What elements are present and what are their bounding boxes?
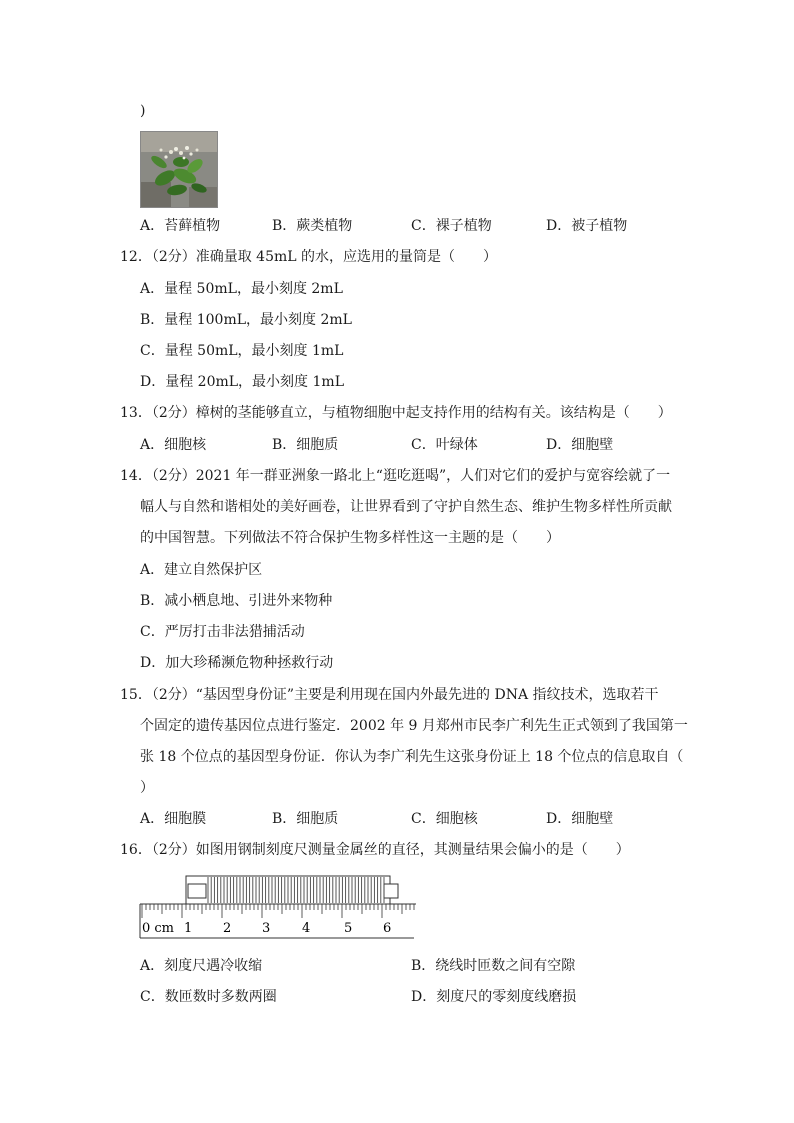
ruler-label-2: 2 (223, 921, 232, 936)
q12-option-a[interactable]: A．量程 50mL，最小刻度 2mL (140, 281, 343, 297)
q13-option-d[interactable]: D．细胞壁 (546, 437, 614, 453)
q15-option-d[interactable]: D．细胞壁 (546, 811, 614, 827)
q15-option-c[interactable]: C．细胞核 (411, 811, 478, 827)
ruler-label-1: 1 (184, 921, 193, 936)
ruler-label-5: 5 (344, 921, 353, 936)
q16-option-a[interactable]: A．刻度尺遇冷收缩 (140, 958, 263, 974)
q15-stem-line-2: 个固定的遗传基因位点进行鉴定．2002 年 9 月郑州市民李广利先生正式领到了我国第一 (140, 718, 688, 734)
q14-option-b[interactable]: B．减小栖息地、引进外来物种 (140, 593, 333, 609)
ruler-figure (136, 870, 426, 945)
q15-stem-line-1: 15．（2分）“基因型身份证”主要是利用现在国内外最先进的 DNA 指纹技术，选取若干 (120, 687, 659, 703)
coil-right-end (384, 884, 398, 898)
q14-stem-line-2: 幅人与自然和谐相处的美好画卷，让世界看到了守护自然生态、维护生物多样性所贡献 (140, 499, 672, 515)
ruler-label-6: 6 (383, 921, 392, 936)
q15-stem-line-4: ） (140, 780, 154, 796)
q15-stem-line-3: 张 18 个位点的基因型身份证．你认为李广利先生这张身份证上 18 个位点的信息取自（ (140, 749, 684, 765)
q11-option-c[interactable]: C．裸子植物 (411, 218, 492, 234)
q15-option-b[interactable]: B．细胞质 (272, 811, 339, 827)
ruler-labels (142, 921, 391, 936)
q16-option-c[interactable]: C．数匝数时多数两圈 (140, 989, 277, 1005)
q11-option-b[interactable]: B．蕨类植物 (272, 218, 353, 234)
q13-option-c[interactable]: C．叶绿体 (411, 437, 478, 453)
q12-option-d[interactable]: D．量程 20mL，最小刻度 1mL (140, 374, 344, 390)
ruler-label-0: 0 cm (142, 921, 175, 936)
ruler-label-3: 3 (262, 921, 271, 936)
q14-stem-line-3: 的中国智慧。下列做法不符合保护生物多样性这一主题的是（ ） (140, 530, 560, 546)
q16-stem: 16．（2分）如图用钢制刻度尺测量金属丝的直径，其测量结果会偏小的是（ ） (120, 842, 630, 858)
q15-option-a[interactable]: A．细胞膜 (140, 811, 207, 827)
q14-stem-line-1: 14．（2分）2021 年一群亚洲象一路北上“逛吃逛喝”，人们对它们的爱护与宽容绘就了一 (120, 468, 671, 484)
q13-option-b[interactable]: B．细胞质 (272, 437, 339, 453)
ruler-label-4: 4 (302, 921, 311, 936)
ruler-ticks (142, 904, 414, 918)
q11-stem-tail: ) (140, 103, 146, 119)
q16-option-b[interactable]: B．绕线时匝数之间有空隙 (411, 958, 576, 974)
q12-option-b[interactable]: B．量程 100mL，最小刻度 2mL (140, 312, 352, 328)
coil-left-end (188, 884, 206, 898)
q12-option-c[interactable]: C．量程 50mL，最小刻度 1mL (140, 343, 344, 359)
q11-option-a[interactable]: A．苔藓植物 (140, 218, 221, 234)
ruler-diagram (136, 870, 426, 945)
q16-option-d[interactable]: D．刻度尺的零刻度线磨损 (411, 989, 577, 1005)
q11-option-d[interactable]: D．被子植物 (546, 218, 628, 234)
q14-option-c[interactable]: C．严厉打击非法猎捕活动 (140, 624, 305, 640)
q12-stem: 12．（2分）准确量取 45mL 的水，应选用的量筒是（ ） (120, 249, 498, 265)
plant-photo (140, 131, 218, 208)
q13-option-a[interactable]: A．细胞核 (140, 437, 207, 453)
q13-stem: 13．（2分）樟树的茎能够直立，与植物细胞中起支持作用的结构有关。该结构是（ ） (120, 405, 672, 421)
q14-option-a[interactable]: A．建立自然保护区 (140, 562, 263, 578)
q14-option-d[interactable]: D．加大珍稀濒危物种拯救行动 (140, 655, 334, 671)
